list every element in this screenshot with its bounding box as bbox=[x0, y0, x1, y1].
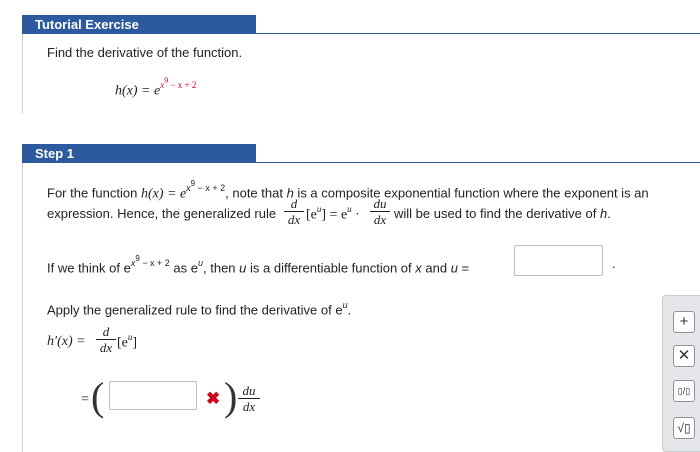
line3-period: . bbox=[612, 256, 616, 271]
math-palette bbox=[662, 295, 700, 452]
step-line-2-b bbox=[394, 206, 611, 221]
function-definition bbox=[115, 78, 196, 100]
section-frame-left bbox=[22, 34, 23, 114]
line3-text-e: and bbox=[421, 260, 451, 276]
step-1-header: Step 1 bbox=[22, 144, 256, 163]
line3-text-c: , then bbox=[203, 260, 240, 276]
header-rule bbox=[256, 33, 700, 34]
rule-expression bbox=[306, 205, 360, 224]
close-paren: ) bbox=[224, 374, 238, 419]
line1-sup-tail: − x + 2 bbox=[195, 183, 226, 193]
equals-sign: = bbox=[81, 392, 89, 407]
line3-eq: = bbox=[457, 260, 470, 276]
rule-d: d bbox=[290, 196, 298, 211]
open-paren: ( bbox=[91, 374, 105, 419]
line1-h: h bbox=[286, 185, 294, 201]
multiply-icon-button[interactable]: ✕ bbox=[673, 345, 695, 367]
rule-du-dx-fraction bbox=[370, 197, 390, 226]
function-exp-9: 9 bbox=[164, 76, 169, 85]
function-exp-x: x bbox=[160, 80, 165, 90]
deriv-close: ] bbox=[132, 335, 138, 351]
line3-text-d: is a differentiable function of bbox=[246, 260, 416, 276]
function-lhs: h(x) = e bbox=[115, 83, 161, 99]
line3-sup-u: u bbox=[198, 258, 204, 268]
deriv-d: d bbox=[102, 324, 110, 339]
line3-x: x bbox=[415, 260, 422, 276]
rule-sup-u2: u bbox=[347, 204, 352, 214]
rule-dot: · bbox=[351, 207, 360, 223]
step-line-3 bbox=[47, 256, 469, 275]
step-rule bbox=[256, 162, 700, 163]
line4-text: Apply the generalized rule to find the derivative of e bbox=[47, 302, 343, 318]
rule-mid: ] = e bbox=[321, 207, 348, 223]
line1-text-b: , note that bbox=[225, 185, 287, 201]
rule-bracket: [e bbox=[306, 207, 317, 223]
sqrt-icon-button[interactable]: √▯ bbox=[673, 417, 695, 439]
line2-h: h bbox=[599, 206, 608, 221]
line1-text-a: For the function bbox=[47, 185, 141, 201]
line4-sup-u: u bbox=[342, 300, 348, 310]
line4-end: . bbox=[347, 302, 352, 318]
step-line-4 bbox=[47, 301, 351, 317]
line1-hx: h(x) = e bbox=[140, 186, 187, 202]
function-exp-tail: − x + 2 bbox=[168, 80, 197, 90]
line2-end: . bbox=[607, 206, 611, 221]
line1-sup-9: 9 bbox=[190, 179, 196, 188]
deriv-bracket: [e bbox=[117, 335, 128, 351]
rule-dx: dx bbox=[287, 212, 301, 227]
rule-d-dx-fraction bbox=[284, 197, 304, 226]
exercise-prompt: Find the derivative of the function. bbox=[47, 45, 243, 60]
final-dx: dx bbox=[242, 399, 256, 414]
line3-u2: u bbox=[450, 260, 458, 276]
final-du-dx-fraction bbox=[238, 384, 260, 413]
line1-text-c: is a composite exponential function where the exponent is an bbox=[293, 185, 649, 201]
rule-sup-u: u bbox=[316, 204, 322, 214]
line3-sup-tail: − x + 2 bbox=[139, 258, 170, 268]
rule-dx2: dx bbox=[373, 212, 387, 227]
step-line-1 bbox=[47, 181, 649, 202]
derivative-answer-input[interactable] bbox=[109, 381, 197, 410]
deriv-dx: dx bbox=[99, 340, 113, 355]
step-frame-left bbox=[22, 163, 23, 452]
deriv-expression bbox=[117, 333, 137, 352]
incorrect-x-icon: ✖ bbox=[206, 389, 221, 408]
step-line-2-a: expression. Hence, the generalized rule bbox=[47, 206, 277, 221]
line3-text-a: If we think of e bbox=[47, 260, 131, 276]
line1-sup-x: x bbox=[186, 183, 191, 193]
rule-du: du bbox=[373, 196, 387, 211]
line3-sup-9: 9 bbox=[135, 254, 140, 263]
line2-text-b: will be used to find the derivative of bbox=[394, 206, 600, 221]
fraction-icon-button[interactable]: ▯/▯ bbox=[673, 380, 695, 402]
line3-sup-x: x bbox=[130, 258, 136, 268]
final-du: du bbox=[242, 383, 256, 398]
plus-icon-button[interactable]: + bbox=[673, 311, 695, 333]
tutorial-exercise-header: Tutorial Exercise bbox=[22, 15, 256, 34]
u-answer-input[interactable] bbox=[514, 245, 603, 276]
deriv-sup-u: u bbox=[127, 332, 133, 342]
line3-text-b: as e bbox=[169, 260, 198, 276]
derivative-lhs: h′(x) = bbox=[47, 334, 86, 349]
line3-u: u bbox=[239, 260, 247, 276]
deriv-d-dx-fraction bbox=[96, 325, 116, 354]
